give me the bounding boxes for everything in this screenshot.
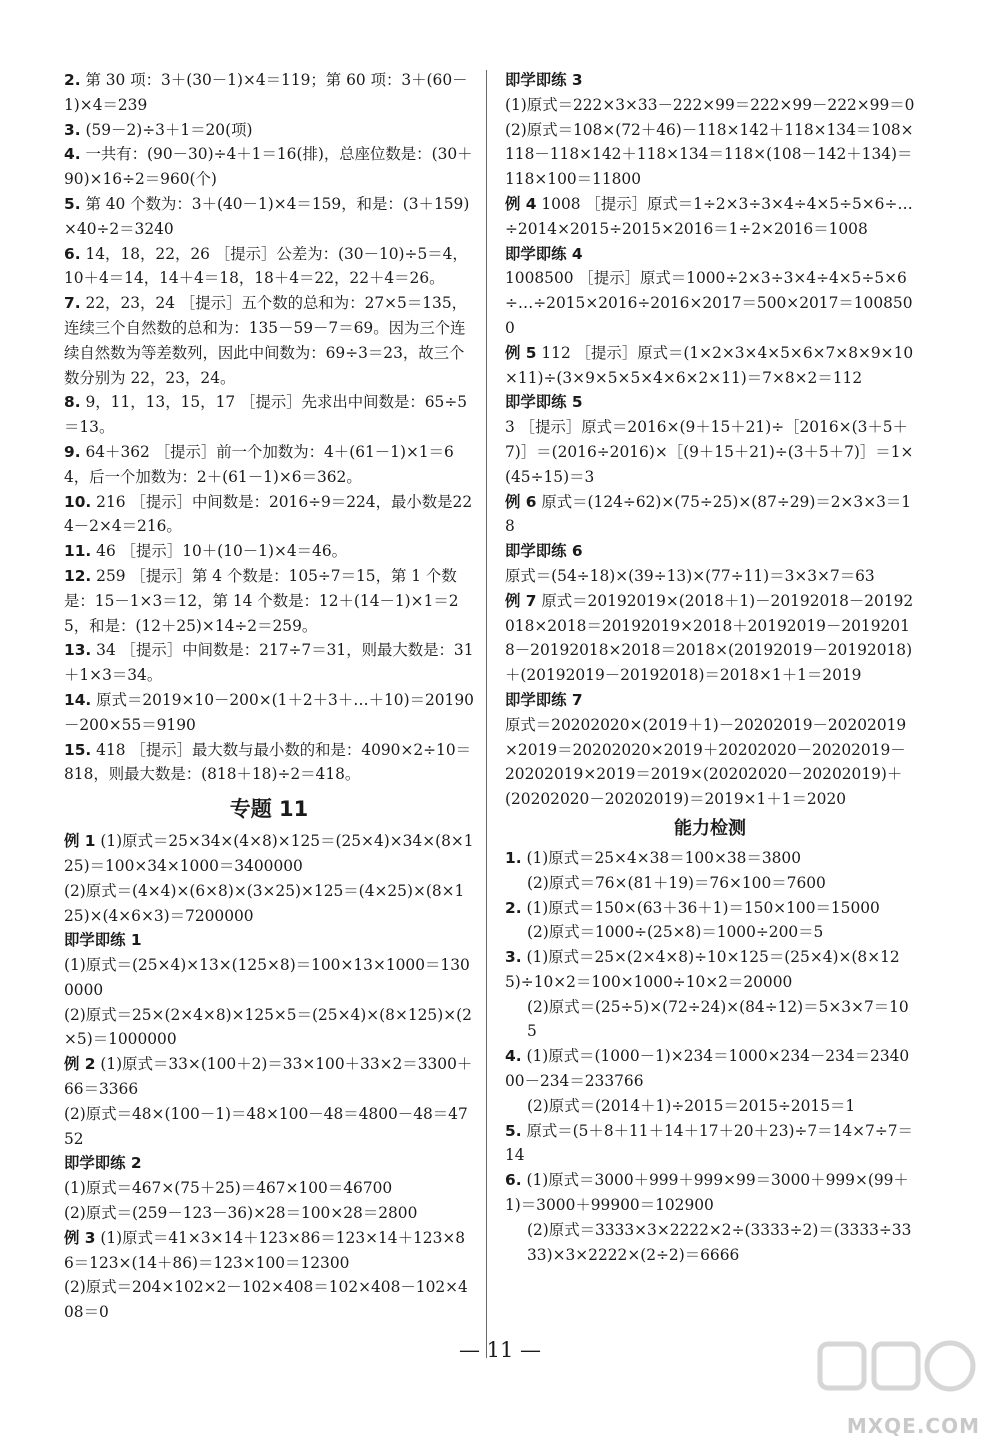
example-label: 例 4	[505, 194, 537, 213]
test-line	[505, 945, 915, 995]
problem-number: 12.	[64, 566, 92, 585]
problem-number: 3.	[64, 120, 81, 139]
problem-item	[64, 738, 474, 788]
problem-number: 9.	[64, 442, 81, 461]
test-line	[505, 1218, 915, 1268]
topic-title: 专题 11	[229, 797, 309, 822]
problem-item	[64, 564, 474, 638]
example-text: 原式＝20192019×(2018＋1)－20192018－20192018×2018＝20192019×2018＋20192019－20192018－20192018×2018＝2018×(20192019－20192018)＋(20192019－20192018)＝2018×1＋1＝2019	[505, 591, 914, 685]
test-number: 2.	[505, 898, 522, 917]
test-text: (2)原式＝1000÷(25×8)＝1000÷200＝5	[527, 923, 824, 942]
problem-item	[64, 390, 474, 440]
example-text: 原式＝(124÷62)×(75÷25)×(87÷29)＝2×3×3＝18	[505, 492, 912, 536]
example-line	[505, 589, 915, 688]
problem-number: 14.	[64, 690, 92, 709]
problem-number: 13.	[64, 641, 92, 660]
practice-heading: 即学即练 4	[505, 244, 583, 263]
test-line	[505, 1094, 915, 1119]
problem-item	[64, 242, 474, 292]
example-line	[505, 341, 915, 391]
practice-line: 1008500 ［提示］原式＝1000÷2×3÷3×4÷4×5÷5×6÷…÷2015×2016÷2016×2017＝500×2017＝1008500	[505, 269, 913, 337]
practice-line: (1)原式＝(25×4)×13×(125×8)＝100×13×1000＝1300000	[64, 956, 470, 999]
test-number: 3.	[505, 948, 522, 967]
test-text: (2)原式＝76×(81＋19)＝76×100＝7600	[527, 873, 826, 892]
test-text: (1)原式＝25×4×38＝100×38＝3800	[526, 848, 801, 867]
test-line	[505, 995, 915, 1045]
test-text: (1)原式＝25×(2×4×8)÷10×125＝(25×4)×(8×125)÷10×2＝100×1000÷10×2＝20000	[505, 948, 900, 991]
example-line	[64, 1226, 474, 1276]
problem-text: 22，23，24 ［提示］五个数的总和为：27×5＝135，连续三个自然数的总和为：135－59－7＝69。因为三个连续自然数为等差数列，因此中间数为：69÷3＝23，故三个数分别为 22，23，24。	[64, 294, 468, 387]
test-number: 4.	[505, 1047, 522, 1066]
problem-text: 第 30 项：3＋(30－1)×4＝119；第 60 项：3＋(60－1)×4＝239	[64, 71, 468, 114]
example-line	[64, 829, 474, 879]
problem-number: 8.	[64, 393, 81, 412]
problem-number: 7.	[64, 294, 81, 313]
problem-number: 5.	[64, 194, 81, 213]
practice-heading: 即学即练 1	[64, 931, 142, 950]
practice-heading: 即学即练 2	[64, 1154, 142, 1173]
practice-line: (2)原式＝108×(72＋46)－118×142＋118×134＝108×118－118×142＋118×134＝118×(108－142＋134)＝118×100＝11800	[505, 120, 914, 189]
problem-text: 64＋362 ［提示］前一个加数为：4＋(61－1)×1＝64，后一个加数为：2＋(61－1)×6＝362。	[64, 442, 454, 486]
test-text: (2)原式＝(2014＋1)÷2015＝2015÷2015＝1	[527, 1096, 856, 1115]
example-label: 例 1	[64, 832, 96, 851]
test-line	[505, 1168, 915, 1218]
problem-text: 9，11，13，15，17 ［提示］先求出中间数是：65÷5＝13。	[64, 393, 468, 437]
example-line	[64, 879, 474, 929]
test-line	[505, 896, 915, 921]
example-line	[505, 490, 915, 540]
test-number: 5.	[505, 1121, 522, 1140]
test-text: (2)原式＝(25÷5)×(72÷24)×(84÷12)＝5×3×7＝105	[527, 997, 909, 1041]
problem-number: 10.	[64, 492, 92, 511]
example-label: 例 6	[505, 492, 537, 511]
problem-text: 259 ［提示］第 4 个数是：105÷7＝15，第 1 个数是：15－1×3＝12，第 14 个数是：12＋(14－1)×1＝25，和是：(12＋25)×14÷2＝259。	[64, 566, 459, 635]
example-text: (2)原式＝(4×4)×(6×8)×(3×25)×125＝(4×25)×(8×125)×(4×6×3)＝7200000	[64, 881, 465, 925]
problem-text: 216 ［提示］中间数是：2016÷9＝224，最小数是224－2×4＝216。	[64, 492, 473, 536]
practice-heading: 即学即练 6	[505, 542, 583, 561]
problem-text: 46 ［提示］10＋(10－1)×4＝46。	[96, 542, 348, 561]
problem-number: 2.	[64, 71, 81, 89]
problem-item	[64, 539, 474, 564]
practice-heading: 即学即练 7	[505, 690, 583, 709]
problem-item	[64, 638, 474, 688]
section-title: 能力检测	[674, 817, 746, 839]
problem-item	[64, 68, 474, 118]
problem-item	[64, 688, 474, 738]
problem-number: 6.	[64, 244, 81, 263]
problem-item	[64, 142, 474, 192]
example-text: 112 ［提示］原式＝(1×2×3×4×5×6×7×8×9×10×11)÷(3×9×5×5×4×6×2×11)＝7×8×2＝112	[505, 343, 914, 387]
practice-heading: 即学即练 3	[505, 71, 583, 89]
example-line	[505, 192, 915, 242]
test-number: 1.	[505, 848, 522, 867]
example-label: 例 2	[64, 1055, 96, 1074]
example-text: (2)原式＝204×102×2－102×408＝102×408－102×408＝0	[64, 1278, 468, 1322]
problem-item	[64, 118, 474, 143]
problem-text: 418 ［提示］最大数与最小数的和是：4090×2÷10＝818，则最大数是：(818＋18)÷2＝418。	[64, 740, 472, 784]
example-text: 1008 ［提示］原式＝1÷2×3÷3×4÷4×5÷5×6÷…÷2014×2015÷2015×2016＝1÷2×2016＝1008	[505, 194, 913, 238]
test-line	[505, 1119, 915, 1169]
problem-text: (59－2)÷3＋1＝20(项)	[85, 120, 253, 139]
left-column	[64, 68, 474, 1325]
problem-number: 4.	[64, 145, 81, 164]
example-label: 例 3	[64, 1228, 96, 1247]
problem-text: 一共有：(90－30)÷4＋1＝16(排)，总座位数是：(30＋90)×16÷2＝960(个)	[64, 145, 473, 189]
test-text: (2)原式＝3333×3×2222×2÷(3333÷2)＝(3333÷3333)×3×2222×(2÷2)＝6666	[527, 1220, 912, 1264]
test-line	[505, 846, 915, 871]
practice-line: (2)原式＝(259－123－36)×28＝100×28＝2800	[64, 1204, 418, 1223]
test-text: (1)原式＝3000＋999＋999×99＝3000＋999×(99＋1)＝3000＋99900＝102900	[505, 1171, 909, 1215]
example-line	[64, 1102, 474, 1152]
practice-line: 原式＝20202020×(2019＋1)－20202019－20202019×2019＝20202020×2019＋20202020－20202019－20202019×2019＝2019×(20202020－20202019)＋(20202020－20202019)＝2019×1＋1＝2020	[505, 715, 907, 809]
watermark-logo	[812, 1338, 982, 1424]
practice-line: 原式＝(54÷18)×(39÷13)×(77÷11)＝3×3×7＝63	[505, 566, 875, 585]
test-number: 6.	[505, 1171, 522, 1190]
problem-text: 第 40 个数为：3＋(40－1)×4＝159，和是：(3＋159)×40÷2＝3240	[64, 194, 470, 238]
practice-line: (1)原式＝467×(75＋25)＝467×100＝46700	[64, 1179, 393, 1198]
test-line	[505, 1044, 915, 1094]
watermark-text: MXQE.COM	[846, 1414, 980, 1438]
example-text: (2)原式＝48×(100－1)＝48×100－48＝4800－48＝4752	[64, 1104, 468, 1148]
problem-item	[64, 291, 474, 390]
example-text: (1)原式＝33×(100＋2)＝33×100＋33×2＝3300＋66＝3366	[64, 1055, 473, 1099]
test-text: (1)原式＝150×(63＋36＋1)＝150×100＝15000	[526, 898, 880, 917]
example-line	[64, 1275, 474, 1325]
problem-item	[64, 490, 474, 540]
problem-number: 11.	[64, 542, 92, 561]
page-number: — 11 —	[458, 1338, 542, 1362]
problem-text: 14，18，22，26 ［提示］公差为：(30－10)÷5＝4，10＋4＝14，14＋4＝18，18＋4＝22，22＋4＝26。	[64, 244, 468, 288]
test-text: 原式＝(5＋8＋11＋14＋17＋20＋23)÷7＝14×7÷7＝14	[505, 1121, 913, 1165]
problem-number: 15.	[64, 740, 92, 759]
example-label: 例 5	[505, 343, 537, 362]
example-text: (1)原式＝25×34×(4×8)×125＝(25×4)×34×(8×125)＝100×34×1000＝3400000	[64, 832, 474, 875]
column-divider	[486, 70, 487, 1358]
practice-line: (1)原式＝222×3×33－222×99＝222×99－222×99＝0	[505, 95, 915, 114]
problem-item	[64, 192, 474, 242]
problem-item	[64, 440, 474, 490]
test-line	[505, 871, 915, 896]
practice-line: 3 ［提示］原式＝2016×(9＋15＋21)÷［2016×(3＋5＋7)］＝(2016÷2016)×［(9＋15＋21)÷(3＋5＋7)］＝1×(45÷15)＝3	[505, 418, 914, 486]
problem-text: 34 ［提示］中间数是：217÷7＝31，则最大数是：31＋1×3＝34。	[64, 641, 474, 685]
example-label: 例 7	[505, 591, 537, 610]
watermark-stamp-icon	[812, 1338, 982, 1424]
problem-text: 原式＝2019×10－200×(1＋2＋3＋…＋10)＝20190－200×55＝9190	[64, 690, 474, 734]
example-line	[64, 1052, 474, 1102]
right-column	[505, 68, 915, 1267]
practice-heading: 即学即练 5	[505, 393, 583, 412]
test-line	[505, 920, 915, 945]
test-text: (1)原式＝(1000－1)×234＝1000×234－234＝234000－234＝233766	[505, 1047, 910, 1091]
example-text: (1)原式＝41×3×14＋123×86＝123×14＋123×86＝123×(14＋86)＝123×100＝12300	[64, 1228, 466, 1272]
practice-line: (2)原式＝25×(2×4×8)×125×5＝(25×4)×(8×125)×(2×5)＝1000000	[64, 1005, 472, 1049]
